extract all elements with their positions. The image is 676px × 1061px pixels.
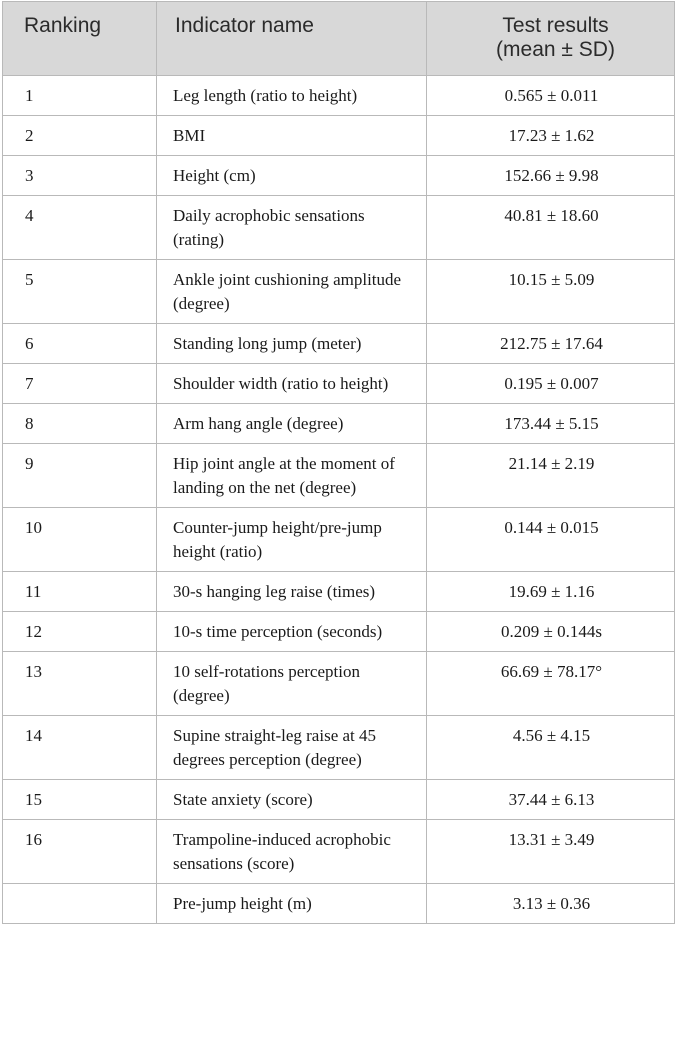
indicator-name-cell: Ankle joint cushioning amplitude (degree) (157, 260, 427, 324)
test-result-cell: 3.13 ± 0.36 (427, 884, 675, 924)
table-row (3, 612, 675, 652)
table-row (3, 76, 675, 116)
rank-cell: 11 (3, 572, 157, 612)
test-result-cell: 13.31 ± 3.49 (427, 820, 675, 884)
test-result-cell: 0.209 ± 0.144s (427, 612, 675, 652)
rank-cell: 3 (3, 156, 157, 196)
indicator-name-cell: 10 self-rotations perception (degree) (157, 652, 427, 716)
indicator-name-cell: Pre-jump height (m) (157, 884, 427, 924)
indicator-name-cell: Height (cm) (157, 156, 427, 196)
rank-cell: 12 (3, 612, 157, 652)
table-row (3, 716, 675, 780)
rank-cell: 6 (3, 324, 157, 364)
rank-cell: 10 (3, 508, 157, 572)
test-result-cell: 4.56 ± 4.15 (427, 716, 675, 780)
indicator-name-cell: Hip joint angle at the moment of landing on the net (degree) (157, 444, 427, 508)
header-test-results-line1: Test results (502, 14, 609, 37)
table-row (3, 404, 675, 444)
rank-cell: 8 (3, 404, 157, 444)
table-row (3, 364, 675, 404)
table-row (3, 884, 675, 924)
table-row (3, 820, 675, 884)
rank-cell: 4 (3, 196, 157, 260)
table-row (3, 444, 675, 508)
test-result-cell: 0.195 ± 0.007 (427, 364, 675, 404)
test-result-cell: 10.15 ± 5.09 (427, 260, 675, 324)
indicator-name-cell: 10-s time perception (seconds) (157, 612, 427, 652)
rank-cell (3, 884, 157, 924)
table-header-row (3, 2, 675, 76)
test-result-cell: 152.66 ± 9.98 (427, 156, 675, 196)
test-result-cell: 66.69 ± 78.17° (427, 652, 675, 716)
test-result-cell: 40.81 ± 18.60 (427, 196, 675, 260)
rank-cell: 7 (3, 364, 157, 404)
table-row (3, 652, 675, 716)
test-result-cell: 173.44 ± 5.15 (427, 404, 675, 444)
indicator-name-cell: Trampoline-induced acrophobic sensations (score) (157, 820, 427, 884)
rank-cell: 16 (3, 820, 157, 884)
indicator-ranking-table (2, 1, 675, 924)
table-row (3, 508, 675, 572)
indicator-name-cell: Daily acrophobic sensations (rating) (157, 196, 427, 260)
indicator-name-cell: BMI (157, 116, 427, 156)
indicator-name-cell: Arm hang angle (degree) (157, 404, 427, 444)
test-result-cell: 0.144 ± 0.015 (427, 508, 675, 572)
indicator-table-container (2, 1, 674, 924)
indicator-name-cell: State anxiety (score) (157, 780, 427, 820)
indicator-name-cell: Supine straight-leg raise at 45 degrees perception (degree) (157, 716, 427, 780)
table-row (3, 156, 675, 196)
test-result-cell: 19.69 ± 1.16 (427, 572, 675, 612)
indicator-name-cell: Counter-jump height/pre-jump height (ratio) (157, 508, 427, 572)
header-ranking: Ranking (3, 2, 157, 76)
table-row (3, 260, 675, 324)
test-result-cell: 17.23 ± 1.62 (427, 116, 675, 156)
test-result-cell: 37.44 ± 6.13 (427, 780, 675, 820)
rank-cell: 9 (3, 444, 157, 508)
rank-cell: 15 (3, 780, 157, 820)
table-row (3, 780, 675, 820)
rank-cell: 1 (3, 76, 157, 116)
test-result-cell: 0.565 ± 0.011 (427, 76, 675, 116)
table-row (3, 116, 675, 156)
table-row (3, 196, 675, 260)
rank-cell: 5 (3, 260, 157, 324)
test-result-cell: 21.14 ± 2.19 (427, 444, 675, 508)
rank-cell: 14 (3, 716, 157, 780)
rank-cell: 13 (3, 652, 157, 716)
indicator-name-cell: Standing long jump (meter) (157, 324, 427, 364)
header-test-results (427, 2, 675, 76)
test-result-cell: 212.75 ± 17.64 (427, 324, 675, 364)
header-test-results-line2: (mean ± SD) (496, 38, 615, 61)
rank-cell: 2 (3, 116, 157, 156)
header-indicator-name: Indicator name (157, 2, 427, 76)
indicator-name-cell: 30-s hanging leg raise (times) (157, 572, 427, 612)
table-row (3, 572, 675, 612)
indicator-name-cell: Leg length (ratio to height) (157, 76, 427, 116)
indicator-name-cell: Shoulder width (ratio to height) (157, 364, 427, 404)
table-row (3, 324, 675, 364)
